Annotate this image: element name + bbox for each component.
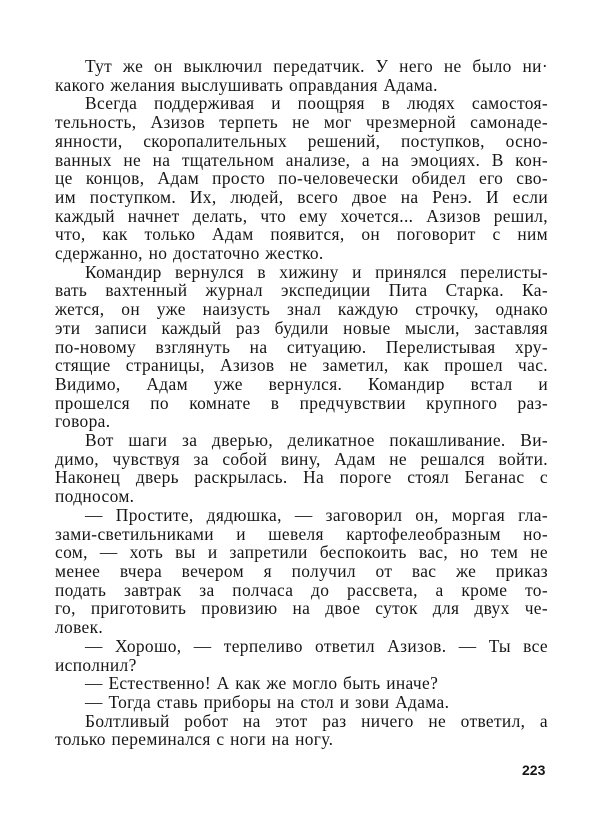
text-line: по-новому взглянуть на ситуацию. Перелистывая хру-: [55, 336, 548, 357]
text-line: го, приготовить провизию на двое суток для двух че-: [55, 598, 548, 619]
paragraph: [55, 263, 548, 431]
text-line: только переминался с ноги на ногу.: [55, 729, 334, 750]
paragraph: [55, 431, 548, 506]
text-line: какого желания выслушивать оправдания Адама.: [55, 74, 438, 95]
text-line: сом, — хоть вы и запретили беспокоить вас, но тем не: [55, 542, 548, 563]
text-line: Командир вернулся в хижину и принялся перелисты-: [85, 261, 548, 282]
text-line: подносом.: [55, 486, 135, 507]
text-line: стящие страницы, Азизов не заметил, как прошел час.: [55, 355, 548, 376]
text-line: янности, скоропалительных решений, поступков, осно-: [55, 130, 548, 151]
text-line: це концов, Адам просто по-человечески обидел его сво-: [55, 168, 548, 189]
paragraph: [55, 506, 548, 637]
paragraph: [55, 94, 548, 262]
text-line: сдержанно, но достаточно жестко.: [55, 243, 324, 264]
paragraph: [55, 674, 548, 693]
text-line: тельность, Азизов терпеть не мог чрезмерной самонаде-: [55, 112, 548, 133]
text-line: им поступком. Их, людей, всего двое на Ренэ. И если: [55, 186, 548, 207]
text-line: прошелся по комнате в предчувствии крупного раз-: [55, 392, 548, 413]
page-number: 223: [522, 762, 546, 778]
text-line: ловек.: [55, 617, 104, 638]
paragraph: [55, 637, 548, 674]
text-line: Видимо, Адам уже вернулся. Командир встал и: [55, 373, 548, 394]
text-line: каждый начнет делать, что ему хочется... Азизов решил,: [55, 205, 548, 226]
text-line: — Простите, дядюшка, — заговорил он, моргая гла-: [85, 504, 548, 525]
text-line: зами-светильниками и шевеля картофелеобразным но-: [55, 523, 548, 544]
text-line: вать вахтенный журнал экспедиции Пита Старка. Ка-: [55, 280, 548, 301]
text-line: эти записи каждый раз будили новые мысли, заставляя: [55, 317, 548, 338]
text-line: димо, чувствуя за собой вину, Адам не решался войти.: [55, 448, 548, 469]
paragraph: [55, 712, 548, 749]
text-line: говора.: [55, 411, 111, 432]
paragraph: [55, 693, 548, 712]
text-line: жется, он уже наизусть знал каждую строчку, однако: [55, 299, 548, 320]
text-line: — Хорошо, — терпеливо ответил Азизов. — Ты все: [85, 635, 548, 656]
book-page-text: [55, 57, 548, 749]
paragraph: [55, 57, 548, 94]
text-line: ванных не на тщательном анализе, а на эмоциях. В кон-: [55, 149, 548, 170]
text-line: Всегда поддерживая и поощряя в людях самостоя-: [85, 93, 548, 114]
text-line: — Естественно! А как же могло быть иначе?: [85, 673, 439, 694]
text-line: Вот шаги за дверью, деликатное покашливание. Ви-: [85, 430, 548, 451]
text-line: — Тогда ставь приборы на стол и зови Адама.: [85, 691, 450, 712]
text-line: что, как только Адам появится, он поговорит с ним: [55, 224, 548, 245]
text-line: Тут же он выключил передатчик. У него не было ни·: [85, 56, 548, 76]
text-line: Наконец дверь раскрылась. На пороге стоял Беганас с: [55, 467, 548, 488]
text-line: менее вчера вечером я получил от вас же приказ: [55, 560, 548, 581]
text-line: исполнил?: [55, 654, 137, 675]
text-line: подать завтрак за полчаса до рассвета, а кроме то-: [55, 579, 548, 600]
text-line: Болтливый робот на этот раз ничего не ответил, а: [85, 710, 548, 731]
